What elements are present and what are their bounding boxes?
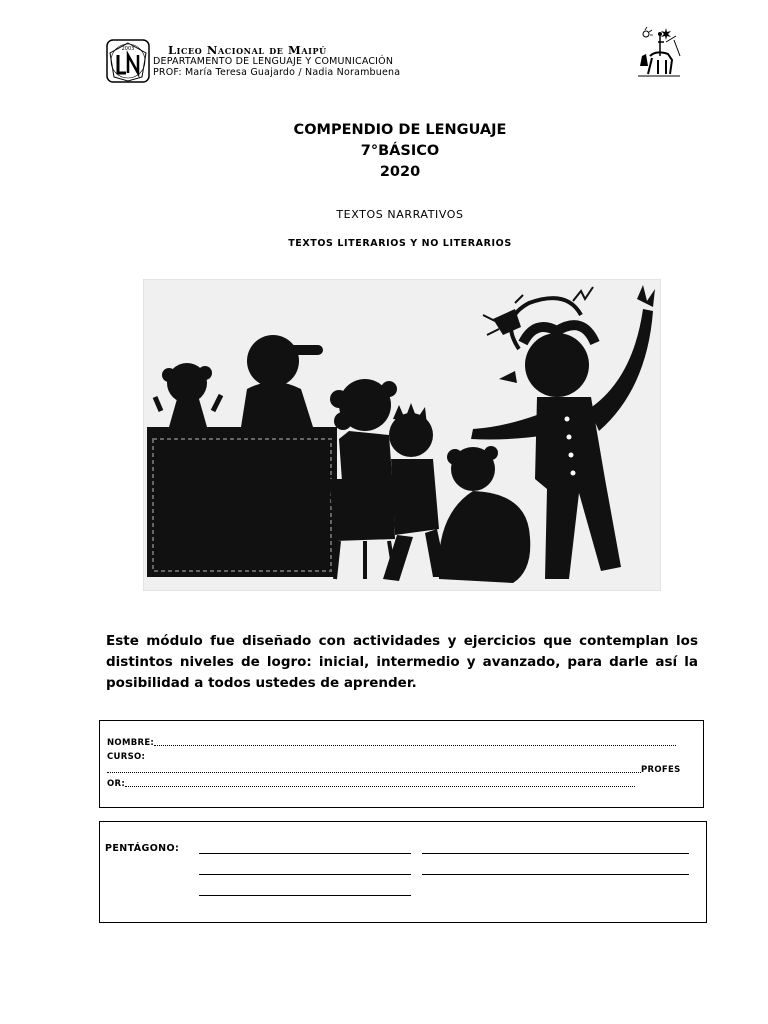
profesor-field[interactable]	[107, 779, 635, 789]
logo-year: 2003	[121, 46, 135, 52]
subtitle-narrative: TEXTOS NARRATIVOS	[336, 208, 464, 221]
title-block	[0, 120, 768, 183]
curso-label: CURSO:	[107, 752, 146, 762]
pentagono-box	[99, 821, 707, 923]
school-name: Liceo Nacional de Maipú	[168, 43, 327, 57]
intro-paragraph: Este módulo fue diseñado con actividades y ejercicios que contemplan los distintos niveles de logro: inicial, intermedio y avanzado, para darle así la posibilidad a todos ustedes de aprender.	[106, 633, 698, 691]
don-quijote-icon	[636, 26, 682, 78]
department-name: DEPARTAMENTO DE LENGUAJE Y COMUNICACIÓN	[153, 56, 394, 67]
silhouette-illustration	[143, 279, 661, 591]
nombre-dotted-line[interactable]	[154, 743, 676, 746]
pentagono-label: PENTÁGONO:	[105, 843, 180, 854]
pentagono-line-2[interactable]	[422, 853, 689, 854]
pentagono-line-3[interactable]	[199, 874, 411, 875]
curso-line[interactable]	[107, 765, 681, 775]
subtitle-literary: TEXTOS LITERARIOS Y NO LITERARIOS	[288, 238, 512, 249]
school-logo	[106, 39, 150, 83]
profesor-dotted-line[interactable]	[125, 784, 635, 787]
pentagono-line-4[interactable]	[422, 874, 689, 875]
pentagono-line-1[interactable]	[199, 853, 411, 854]
year-title: 2020	[379, 164, 421, 180]
profesor-label-part-a: PROFES	[641, 765, 681, 775]
teachers-line: PROF: María Teresa Guajardo / Nadia Norambuena	[153, 67, 401, 78]
document-title: COMPENDIO DE LENGUAJE	[293, 122, 507, 138]
nombre-field[interactable]	[107, 738, 676, 748]
pentagono-line-5[interactable]	[199, 895, 411, 896]
curso-field[interactable]	[107, 752, 145, 762]
grade-title: 7°BÁSICO	[360, 143, 440, 159]
curso-dotted-line[interactable]	[107, 770, 641, 773]
nombre-label: NOMBRE:	[107, 738, 155, 748]
profesor-label-part-b: OR:	[107, 779, 126, 789]
student-info-box	[99, 720, 704, 808]
